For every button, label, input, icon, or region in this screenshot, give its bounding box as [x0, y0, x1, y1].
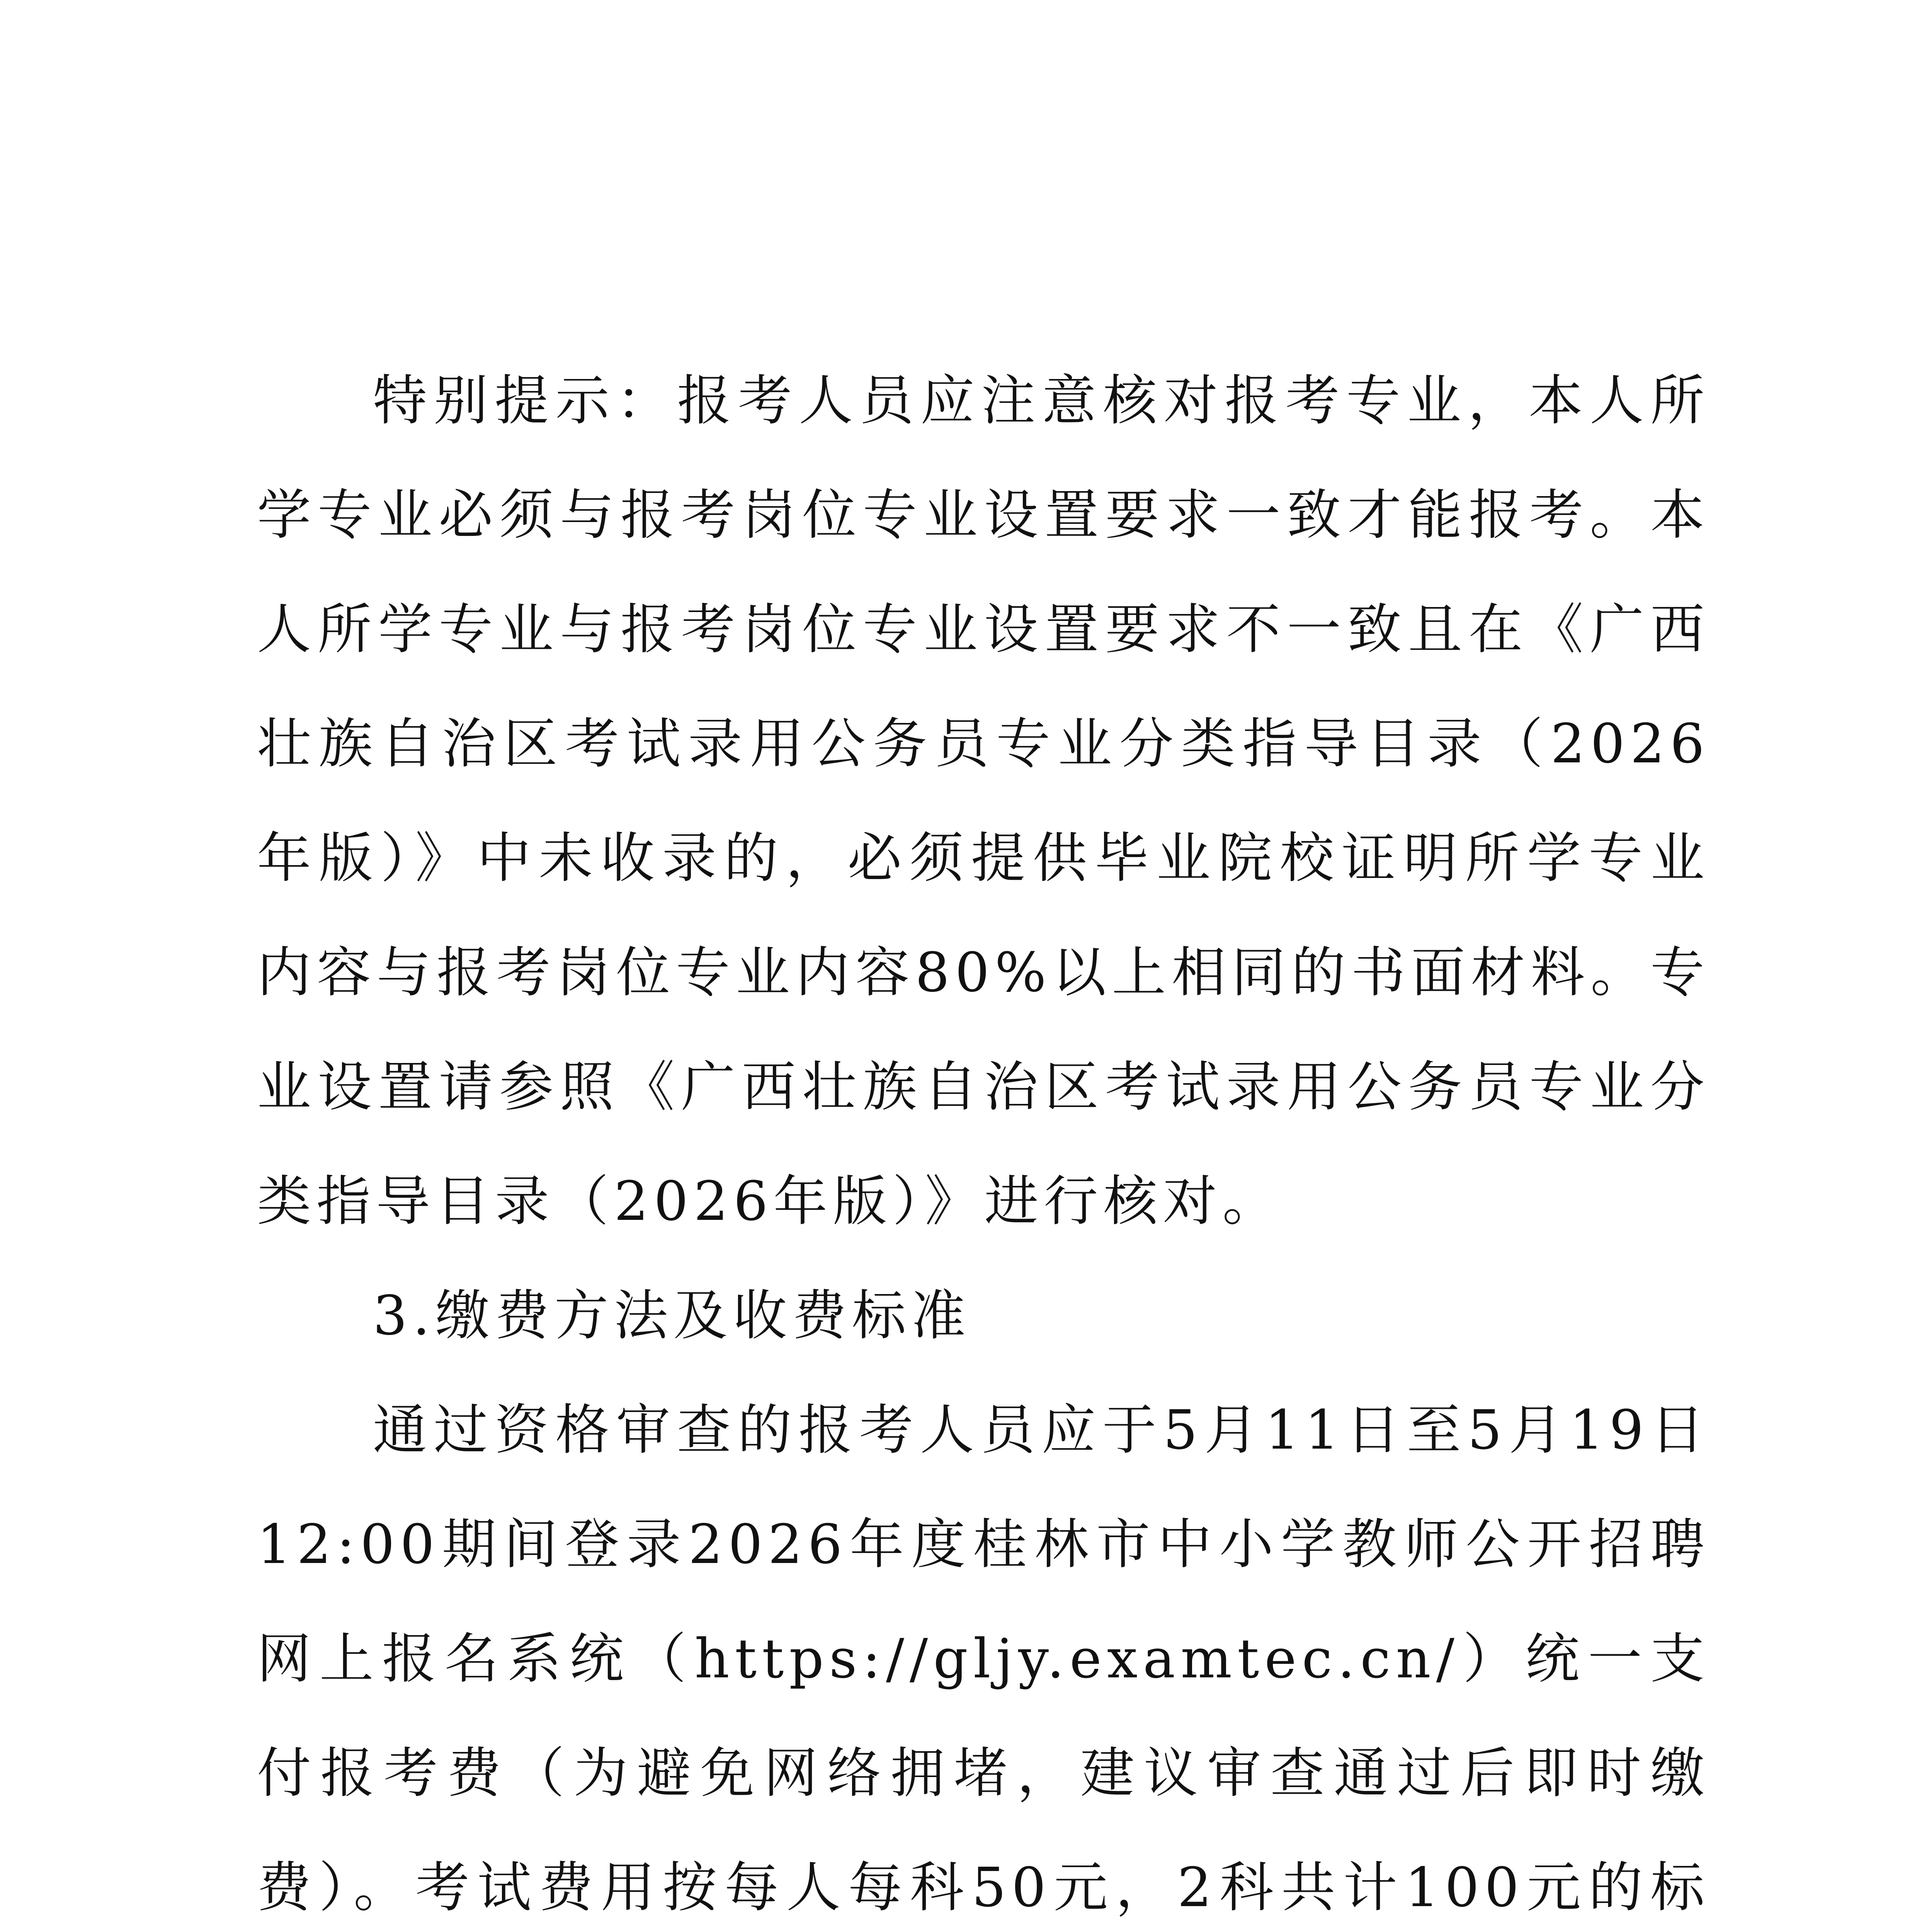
payment-method-paragraph: 通过资格审查的报考人员应于5月11日至5月19日12:00期间登录2026年度桂林市中小学教师公开招聘网上报名系统（https://gljy.examtec.cn/）统一支付报考费（为避免网络拥堵，建议审查通过后即时缴费）。考试费用按每人每科50元，2科共计100元的标 — [257, 1399, 1710, 1919]
document-body — [257, 344, 1710, 1932]
section-heading-payment: 3.缴费方法及收费标准 — [373, 1284, 971, 1347]
special-notice-paragraph: 特别提示：报考人员应注意核对报考专业，本人所学专业必须与报考岗位专业设置要求一致才能报考。本人所学专业与报考岗位专业设置要求不一致且在《广西壮族自治区考试录用公务员专业分类指导目录（2026年版）》中未收录的，必须提供毕业院校证明所学专业内容与报考岗位专业内容80%以上相同的书面材料。专业设置请参照《广西壮族自治区考试录用公务员专业分类指导目录（2026年版）》进行核对。 — [257, 369, 1710, 1233]
